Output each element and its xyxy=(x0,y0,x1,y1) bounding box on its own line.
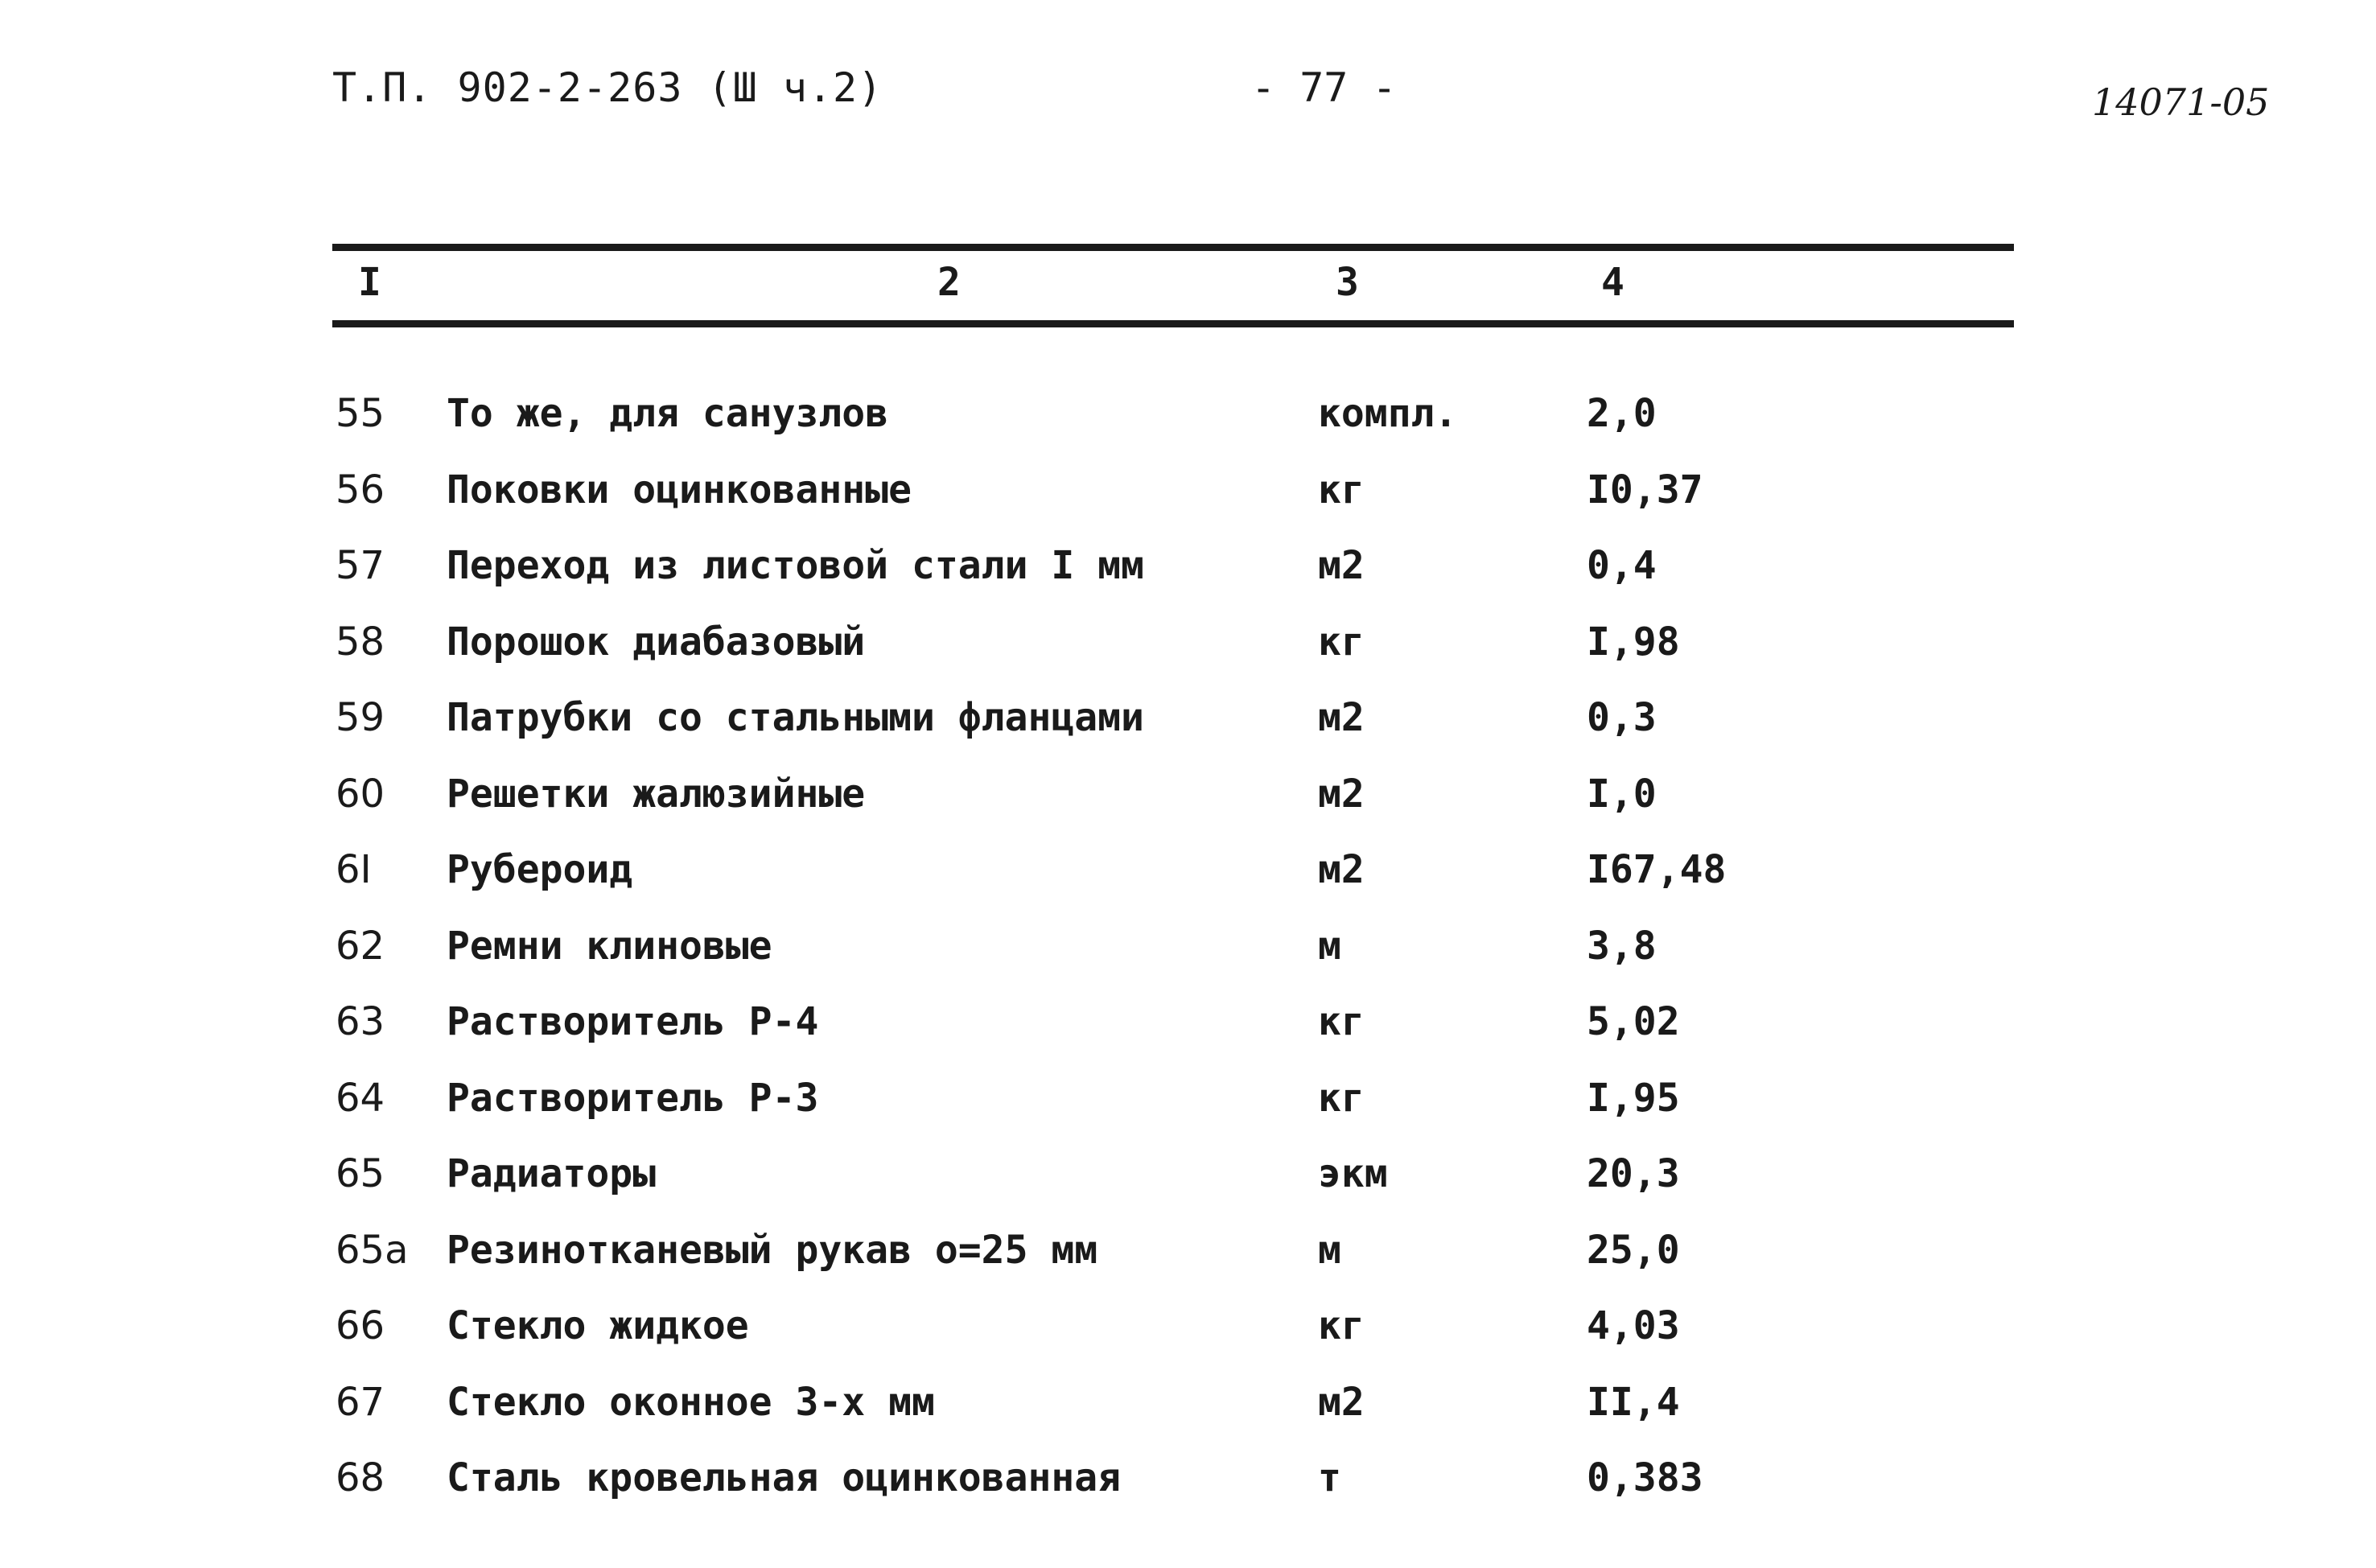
row-number: 62 xyxy=(336,923,385,969)
quantity: I0,37 xyxy=(1587,467,1703,512)
unit: экм xyxy=(1318,1151,1388,1196)
unit: т xyxy=(1318,1455,1341,1500)
document-code: Т.П. 902-2-263 (Ш ч.2) xyxy=(332,64,883,111)
material-name: Ремни клиновые xyxy=(447,923,772,969)
quantity: 0,3 xyxy=(1587,695,1657,740)
quantity: 3,8 xyxy=(1587,923,1657,969)
row-number: 67 xyxy=(336,1379,385,1425)
material-name: Патрубки со стальными фланцами xyxy=(447,695,1144,740)
table-body xyxy=(0,389,2376,1530)
quantity: 0,4 xyxy=(1587,543,1657,588)
table-row xyxy=(0,389,2376,466)
row-number: 6I xyxy=(336,847,372,892)
row-number: 57 xyxy=(336,543,385,588)
unit: м2 xyxy=(1318,543,1365,588)
row-number: 65а xyxy=(336,1227,409,1273)
quantity: II,4 xyxy=(1587,1379,1680,1425)
row-number: 59 xyxy=(336,695,385,740)
material-name: Растворитель Р-3 xyxy=(447,1075,819,1121)
table-top-rule xyxy=(332,244,2014,251)
table-row xyxy=(0,541,2376,618)
table-row xyxy=(0,770,2376,846)
material-name: То же, для санузлов xyxy=(447,391,889,436)
row-number: 55 xyxy=(336,391,385,436)
table-row xyxy=(0,693,2376,770)
quantity: 0,383 xyxy=(1587,1455,1703,1500)
unit: м2 xyxy=(1318,847,1365,892)
quantity: 2,0 xyxy=(1587,391,1657,436)
unit: м xyxy=(1318,1227,1341,1273)
column-header-4: 4 xyxy=(1601,260,1624,305)
quantity: I,95 xyxy=(1587,1075,1680,1121)
unit: м2 xyxy=(1318,695,1365,740)
row-number: 68 xyxy=(336,1455,385,1500)
unit: кг xyxy=(1318,1075,1365,1121)
unit: м xyxy=(1318,923,1341,969)
material-name: Радиаторы xyxy=(447,1151,657,1196)
page-number: - 77 - xyxy=(1251,64,1397,111)
unit: кг xyxy=(1318,467,1365,512)
table-header-rule xyxy=(332,320,2014,327)
row-number: 56 xyxy=(336,467,385,512)
unit: компл. xyxy=(1318,391,1458,436)
quantity: I,98 xyxy=(1587,619,1680,665)
material-name: Сталь кровельная оцинкованная xyxy=(447,1455,1122,1500)
row-number: 66 xyxy=(336,1303,385,1348)
material-name: Переход из листовой стали I мм xyxy=(447,543,1144,588)
table-row xyxy=(0,1226,2376,1303)
table-row xyxy=(0,1074,2376,1150)
material-name: Стекло оконное 3-х мм xyxy=(447,1379,935,1425)
table-row xyxy=(0,1454,2376,1530)
material-name: Поковки оцинкованные xyxy=(447,467,912,512)
column-header-1: I xyxy=(358,260,381,305)
column-header-2: 2 xyxy=(937,260,961,305)
quantity: I67,48 xyxy=(1587,847,1727,892)
table-row xyxy=(0,1150,2376,1226)
unit: м2 xyxy=(1318,1379,1365,1425)
row-number: 64 xyxy=(336,1075,385,1121)
material-name: Порошок диабазовый xyxy=(447,619,866,665)
table-row xyxy=(0,846,2376,922)
material-name: Стекло жидкое xyxy=(447,1303,749,1348)
row-number: 58 xyxy=(336,619,385,665)
material-name: Рубероид xyxy=(447,847,633,892)
quantity: I,0 xyxy=(1587,771,1657,817)
quantity: 4,03 xyxy=(1587,1303,1680,1348)
handwritten-note: 14071-05 xyxy=(2092,80,2270,124)
material-name: Решетки жалюзийные xyxy=(447,771,866,817)
material-name: Растворитель Р-4 xyxy=(447,999,819,1044)
quantity: 20,3 xyxy=(1587,1151,1680,1196)
table-row xyxy=(0,1302,2376,1378)
table-row xyxy=(0,466,2376,542)
unit: кг xyxy=(1318,999,1365,1044)
quantity: 25,0 xyxy=(1587,1227,1680,1273)
unit: кг xyxy=(1318,619,1365,665)
unit: кг xyxy=(1318,1303,1365,1348)
table-row xyxy=(0,922,2376,998)
row-number: 65 xyxy=(336,1151,385,1196)
column-header-3: 3 xyxy=(1336,260,1359,305)
table-row xyxy=(0,618,2376,694)
unit: м2 xyxy=(1318,771,1365,817)
table-row xyxy=(0,998,2376,1074)
row-number: 63 xyxy=(336,999,385,1044)
table-row xyxy=(0,1378,2376,1455)
row-number: 60 xyxy=(336,771,385,817)
quantity: 5,02 xyxy=(1587,999,1680,1044)
material-name: Резинотканевый рукав о=25 мм xyxy=(447,1227,1098,1273)
